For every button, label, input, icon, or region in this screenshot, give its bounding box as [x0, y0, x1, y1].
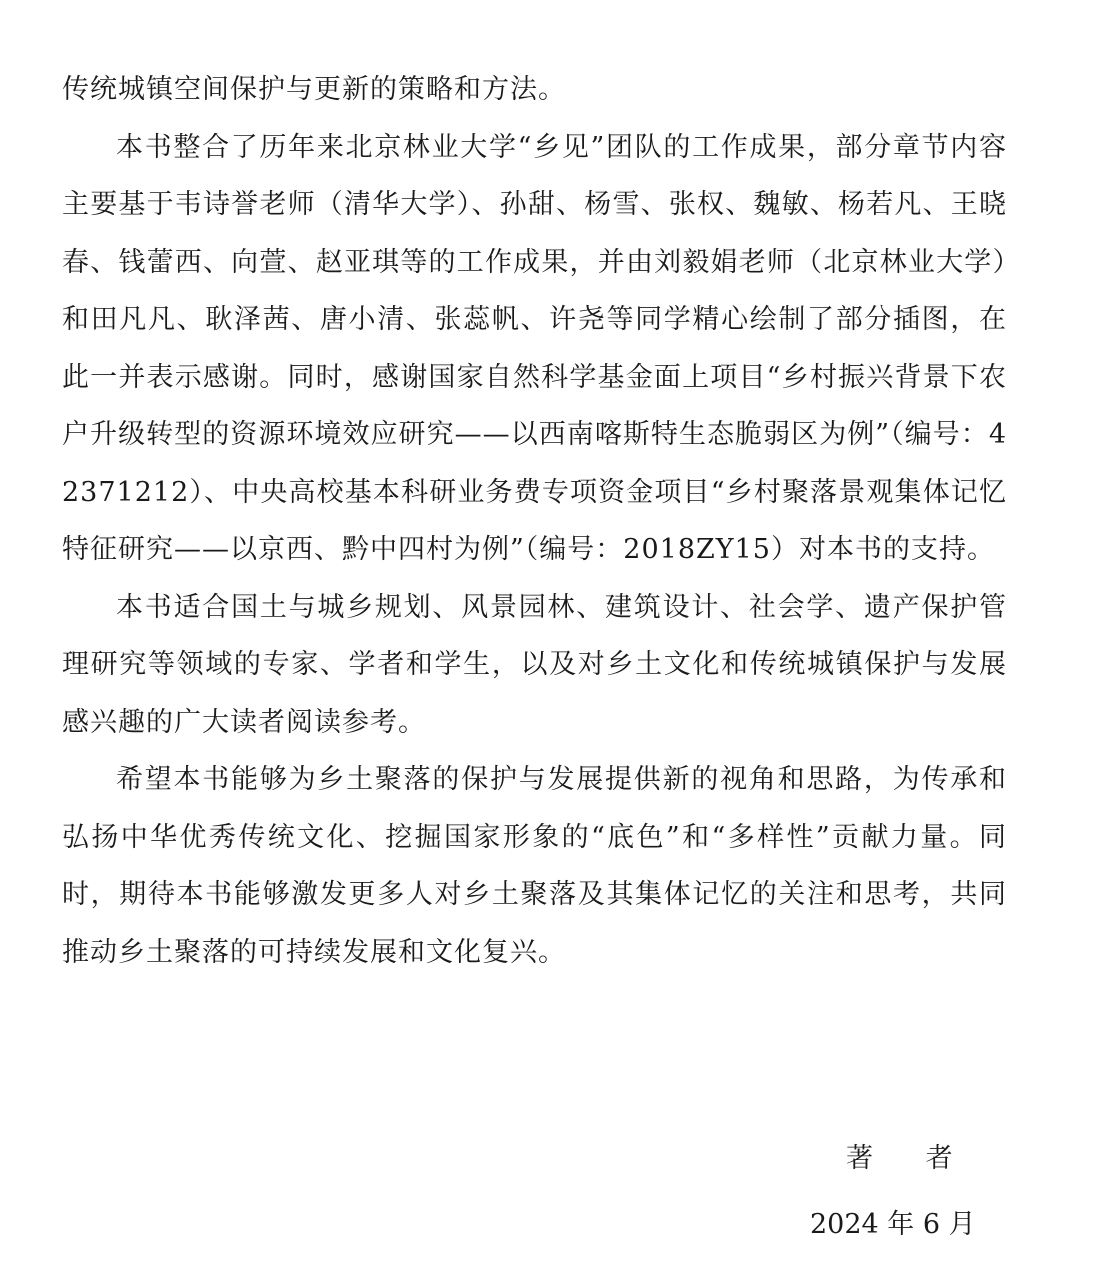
paragraph-audience: 本书适合国土与城乡规划、风景园林、建筑设计、社会学、遗产保护管理研究等领域的专家、学者和学生，以及对乡土文化和传统城镇保护与发展感兴趣的广大读者阅读参考。	[62, 591, 1007, 738]
body-text	[62, 61, 1007, 981]
signature-author: 著 者	[846, 1143, 975, 1174]
paragraph-acknowledgement: 本书整合了历年来北京林业大学“乡见”团队的工作成果，部分章节内容主要基于韦诗誉老师（清华大学）、孙甜、杨雪、张权、魏敏、杨若凡、王晓春、钱蕾西、向萱、赵亚琪等的工作成果，并由刘毅娟老师（北京林业大学）和田凡凡、耿泽茜、唐小清、张蕊帆、许尧等同学精心绘制了部分插图，在此一并表示感谢。同时，感谢国家自然科学基金面上项目“乡村振兴背景下农户升级转型的资源环境效应研究——以西南喀斯特生态脆弱区为例”（编号：42371212）、中央高校基本科研业务费专项资金项目“乡村聚落景观集体记忆特征研究——以京西、黔中四村为例”（编号：2018ZY15）对本书的支持。	[62, 131, 1007, 565]
paragraph-continuation: 传统城镇空间保护与更新的策略和方法。	[62, 74, 566, 105]
signature-date: 2024 年 6 月	[810, 1209, 976, 1240]
paragraph-hope: 希望本书能够为乡土聚落的保护与发展提供新的视角和思路，为传承和弘扬中华优秀传统文化、挖掘国家形象的“底色”和“多样性”贡献力量。同时，期待本书能够激发更多人对乡土聚落及其集体记忆的关注和思考，共同推动乡土聚落的可持续发展和文化复兴。	[62, 764, 1007, 968]
